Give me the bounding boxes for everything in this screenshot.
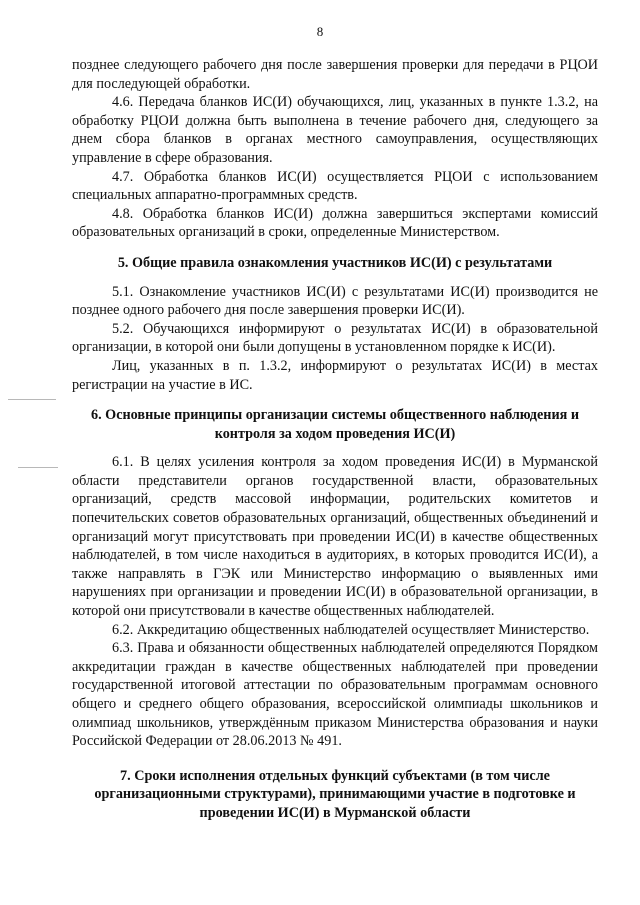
- paragraph-6-1: 6.1. В целях усиления контроля за ходом проведения ИС(И) в Мурманской области представители органов государственной власти, образовательных организаций, средств массовой информации, родительских комитетов и попечительских советов образовательных организаций, общественных объединений и организаций могут присутствовать при проведении ИС(И) в качестве общественных наблюдателей, в том числе находиться в аудиториях, в которых проводится ИС(И), а также направлять в ГЭК или Министерство информацию о выявленных ими нарушениях при организации и проведении ИС(И) в образовательной организации, в которой они присутствовали в качестве общественных наблюдателей.: [72, 454, 598, 620]
- paragraph-6-2: 6.2. Аккредитацию общественных наблюдателей осуществляет Министерство.: [112, 621, 590, 638]
- paragraph-5-1: 5.1. Ознакомление участников ИС(И) с результатами ИС(И) производится не позднее одного рабочего дня после завершения проверки ИС(И).: [72, 283, 598, 319]
- paragraph-4-5-continuation: позднее следующего рабочего дня после завершения проверки для передачи в РЦОИ для последующей обработки.: [72, 57, 598, 92]
- scan-artifact-line: [8, 399, 56, 400]
- paragraph-6-3: 6.3. Права и обязанности общественных наблюдателей определяются Порядком аккредитации граждан в качестве общественных наблюдателей при проведении государственной итоговой аттестации по образовательным программам основного общего и среднего общего образования, всероссийской олимпиады школьников и олимпиад школьников, утверждённым приказом Министерства образования и науки Российской Федерации от 28.06.2013 № 491.: [72, 640, 598, 750]
- section-6-heading: 6. Основные принципы организации системы общественного наблюдения и контроля за ходом проведения ИС(И): [90, 407, 580, 442]
- section-5-heading: 5. Общие правила ознакомления участников ИС(И) с результатами: [117, 254, 553, 271]
- paragraph-4-6: 4.6. Передача бланков ИС(И) обучающихся, лиц, указанных в пункте 1.3.2, на обработку РЦОИ должна быть выполнена в течение рабочего дня, следующего за днем сбора бланков в органах местного самоуправления, осуществляющих управление в сфере образования.: [72, 94, 598, 166]
- paragraph-4-8: 4.8. Обработка бланков ИС(И) должна завершиться экспертами комиссий образовательных организаций в сроки, определенные Министерством.: [72, 205, 598, 241]
- section-7-heading: 7. Сроки исполнения отдельных функций субъектами (в том числе организационными структурами), принимающими участие в подготовке и проведении ИС(И) в Мурманской области: [94, 767, 576, 821]
- document-body: [72, 56, 598, 835]
- paragraph-5-2: 5.2. Обучающихся информируют о результатах ИС(И) в образовательной организации, в которой они были допущены в установленном порядке к ИС(И).: [72, 320, 598, 356]
- scan-artifact-line: [18, 467, 58, 468]
- paragraph-4-7: 4.7. Обработка бланков ИС(И) осуществляется РЦОИ с использованием специальных аппаратно-программных средств.: [72, 168, 598, 204]
- paragraph-5-2-persons: Лиц, указанных в п. 1.3.2, информируют о результатах ИС(И) в местах регистрации на участие в ИС.: [72, 357, 598, 393]
- page-number: 8: [316, 24, 324, 39]
